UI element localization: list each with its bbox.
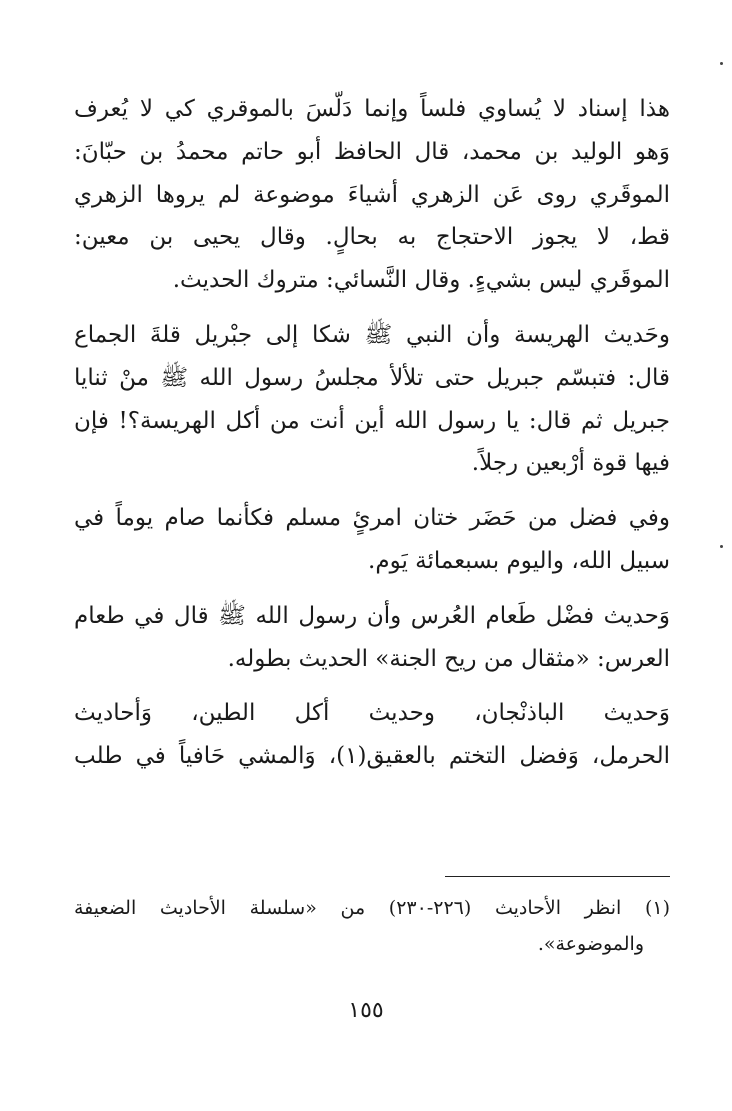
text-line: قط، لا يجوز الاحتجاج به بحالٍ. وقال يحيى بن معين: xyxy=(74,224,670,251)
scan-speck xyxy=(720,545,723,548)
text-line: هذا إسناد لا يُساوي فلساً وإنما دَلّسَ بالموقري كي لا يُعرف xyxy=(74,96,670,122)
footnote xyxy=(74,890,670,962)
footnote-line: والموضوعة». xyxy=(537,933,644,955)
text-line: قال: فتبسّم جبريل حتى تلألأ مجلسُ رسول الله ﷺ منْ ثنايا xyxy=(74,364,670,391)
text-line: وفي فضل من حَضَر ختان امرئٍ مسلم فكأنما صام يوماً في xyxy=(74,505,670,532)
text-line: سبيل الله، واليوم بسبعمائة يَوم. xyxy=(368,547,670,574)
paragraph xyxy=(74,314,670,485)
text-line: الموقَري ليس بشيءٍ. وقال النَّسائي: متروك الحديث. xyxy=(172,267,670,294)
paragraph xyxy=(74,595,670,681)
text-line: وَحديث الباذنْجان، وحديث أكل الطين، وَأحاديث xyxy=(74,700,670,727)
paragraph xyxy=(74,88,670,302)
footnote-line: (١) انظر الأحاديث (٢٢٦-٢٣٠) من «سلسلة الأحاديث الضعيفة xyxy=(74,897,670,919)
scan-speck xyxy=(720,62,723,65)
footnote-divider xyxy=(445,876,670,877)
paragraph xyxy=(74,497,670,583)
text-line: الحرمل، وَفضل التختم بالعقيق(١)، وَالمشي حَافياً في طلب xyxy=(74,743,670,770)
paragraph xyxy=(74,692,670,778)
text-line: العرس: «مثقال من ريح الجنة» الحديث بطوله. xyxy=(227,645,670,672)
text-line: وحَديث الهريسة وأن النبي ﷺ شكا إلى جبْريل قلةَ الجماع xyxy=(74,321,670,348)
text-line: فيها قوة أرْبعين رجلاً. xyxy=(471,450,670,477)
main-text xyxy=(74,88,670,790)
text-line: وَهو الوليد بن محمد، قال الحافظ أبو حاتم محمدُ بن حبّانَ: xyxy=(74,138,670,165)
text-line: وَحديث فضْل طَعام العُرس وأن رسول الله ﷺ قال في طعام xyxy=(74,602,670,629)
text-line: الموقَري روى عَن الزهري أشياءَ موضوعة لم يروها الزهري xyxy=(74,181,670,208)
page-number: ١٥٥ xyxy=(348,998,384,1023)
text-line: جبريل ثم قال: يا رسول الله أين أنت من أكل الهريسة؟! فإن xyxy=(74,407,670,434)
